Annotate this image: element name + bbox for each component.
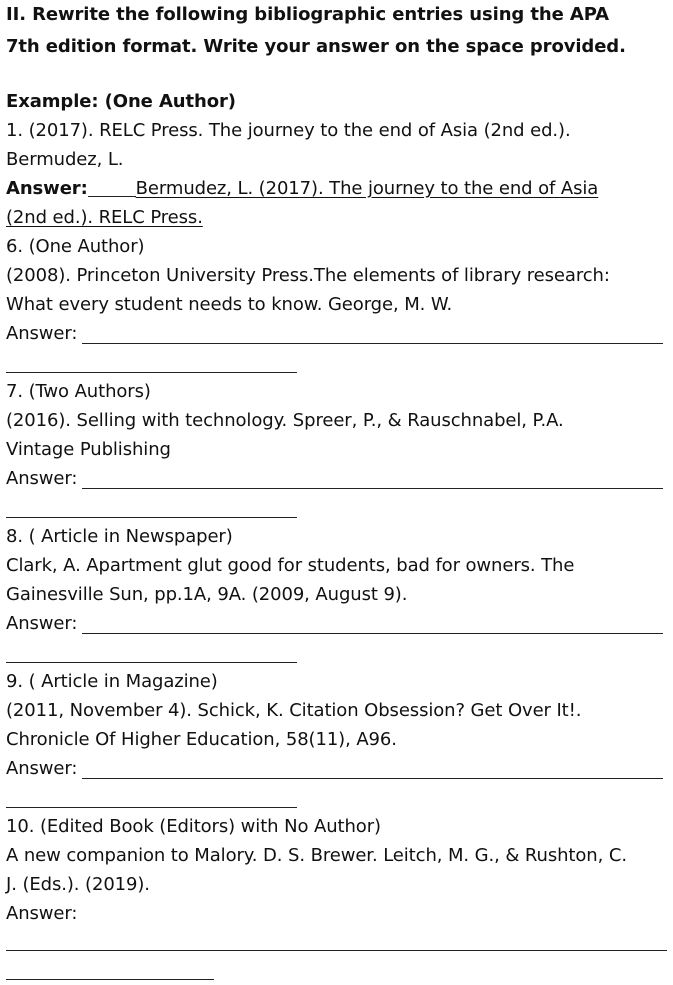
item-8-entry-line-1: Clark, A. Apartment glut good for students, bad for owners. The <box>6 555 575 576</box>
item-9-header: 9. ( Article in Magazine) <box>6 671 218 692</box>
item-9-entry-line-2: Chronicle Of Higher Education, 58(11), A96. <box>6 729 397 750</box>
item-7-header: 7. (Two Authors) <box>6 381 151 402</box>
item-9-answer-label: Answer: <box>6 758 78 779</box>
example-entry-line-1: 1. (2017). RELC Press. The journey to the end of Asia (2nd ed.). <box>6 120 571 141</box>
example-answer-label: Answer: <box>6 178 88 199</box>
item-10-entry-line-2: J. (Eds.). (2019). <box>6 874 150 895</box>
item-7-answer-line-2[interactable] <box>6 517 297 518</box>
item-10-entry-line-1: A new companion to Malory. D. S. Brewer. Leitch, M. G., & Rushton, C. <box>6 845 627 866</box>
item-6-header: 6. (One Author) <box>6 236 145 257</box>
instructions-line-2: 7th edition format. Write your answer on the space provided. <box>6 36 626 57</box>
item-6-answer-line-2[interactable] <box>6 372 297 373</box>
item-10-answer-label: Answer: <box>6 903 78 924</box>
item-6-answer-label: Answer: <box>6 323 78 344</box>
item-9-answer-line[interactable] <box>82 778 663 779</box>
item-7-answer-line[interactable] <box>82 488 663 489</box>
item-6-entry-line-2: What every student needs to know. George, M. W. <box>6 294 453 315</box>
example-answer-gap <box>88 178 136 197</box>
example-answer-line-2: (2nd ed.). RELC Press. <box>6 207 203 228</box>
item-8-header: 8. ( Article in Newspaper) <box>6 526 233 547</box>
item-6-entry-line-1: (2008). Princeton University Press.The elements of library research: <box>6 265 610 286</box>
item-8-answer-label: Answer: <box>6 613 78 634</box>
item-10-answer-line-2[interactable] <box>6 979 214 980</box>
item-8-answer-line-2[interactable] <box>6 662 297 663</box>
example-heading: Example: (One Author) <box>6 91 236 112</box>
item-7-entry-line-2: Vintage Publishing <box>6 439 171 460</box>
item-8-answer-line[interactable] <box>82 633 663 634</box>
item-10-header: 10. (Edited Book (Editors) with No Author) <box>6 816 381 837</box>
instructions-line-1: II. Rewrite the following bibliographic entries using the APA <box>6 4 609 25</box>
example-answer-line-1: Bermudez, L. (2017). The journey to the end of Asia <box>135 178 599 199</box>
item-7-entry-line-1: (2016). Selling with technology. Spreer, P., & Rauschnabel, P.A. <box>6 410 564 431</box>
item-6-answer-line[interactable] <box>82 343 663 344</box>
item-7-answer-label: Answer: <box>6 468 78 489</box>
item-9-answer-line-2[interactable] <box>6 807 297 808</box>
item-8-entry-line-2: Gainesville Sun, pp.1A, 9A. (2009, August 9). <box>6 584 408 605</box>
example-entry-line-2: Bermudez, L. <box>6 149 124 170</box>
example-answer-row <box>6 177 598 201</box>
item-10-answer-line[interactable] <box>6 950 667 951</box>
item-9-entry-line-1: (2011, November 4). Schick, K. Citation Obsession? Get Over It!. <box>6 700 582 721</box>
